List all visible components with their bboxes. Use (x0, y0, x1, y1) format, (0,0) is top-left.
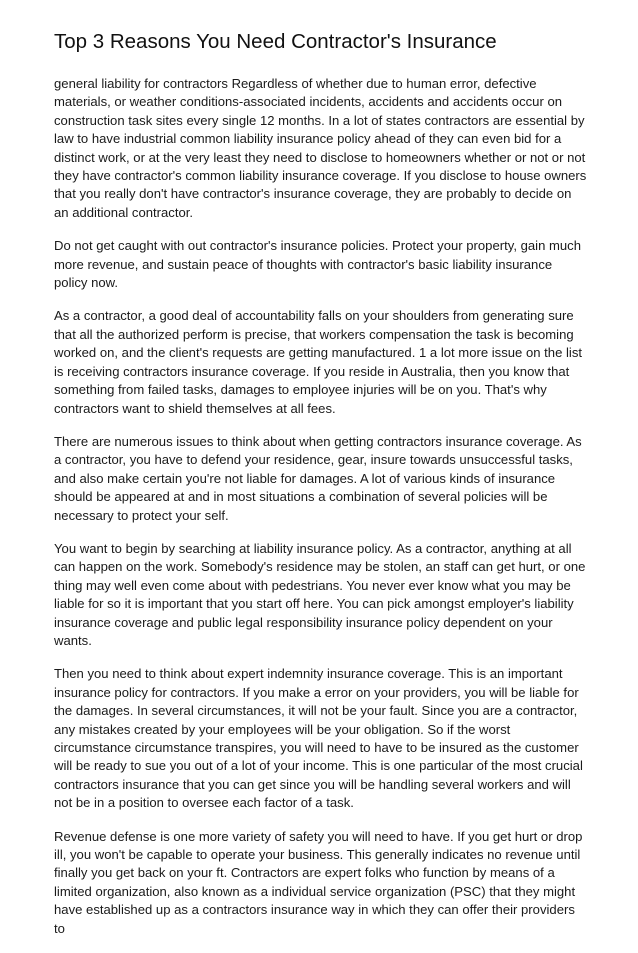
paragraph-7: Revenue defense is one more variety of safety you will need to have. If you get hurt or drop ill, you won't be capable to operate your business. This generally indicates no revenue until finally you get back on your ft. Contractors are expert folks who function by means of a limited organization, also known as a individual service organization (PSC) that they might have established up as a contractors insurance way in which they can offer their providers to (54, 828, 583, 936)
paragraph-4: There are numerous issues to think about when getting contractors insurance coverage. As a contractor, you have to defend your residence, gear, insure towards unsuccessful tasks, and also make certain you're not liable for damages. A lot of various kinds of insurance should be appeared at and in most situations a combination of several policies will be necessary to protect your self. (54, 433, 582, 523)
document-body (54, 75, 588, 938)
document-page (54, 0, 588, 953)
paragraph-5: You want to begin by searching at liability insurance policy. As a contractor, anything at all can happen on the work. Somebody's residence may be stolen, an staff can get hurt, or one thing may well even come about with pedestrians. You never ever know what you may be liable for so it is important that you start off here. You can pick amongst employer's liability insurance coverage and public legal responsibility insurance policy dependent on your wants. (54, 540, 586, 648)
document-title: Top 3 Reasons You Need Contractor's Insurance (54, 30, 497, 53)
paragraph-2: Do not get caught with out contractor's insurance policies. Protect your property, gain much more revenue, and sustain peace of thoughts with contractor's basic liability insurance policy now. (54, 238, 582, 291)
paragraph-3: As a contractor, a good deal of accountability falls on your shoulders from generating sure that all the authorized perform is precise, that workers compensation the task is becoming worked on, and the client's requests are getting manufactured. 1 a lot more issue on the list is receiving contractors insurance coverage. If you reside in Australia, then you know that something from failed tasks, damages to employee injuries will be on you. That's why contractors want to shield themselves at all fees. (54, 308, 583, 416)
paragraph-1: general liability for contractors Regardless of whether due to human error, defective materials, or weather conditions-associated incidents, accidents and accidents occur on construction task sites every single 12 months. In a lot of states contractors are essential by law to have industrial common liability insurance policy ahead of they can even bid for a distinct work, or at the very least they need to disclose to homeowners whether or not or not they have contractor's common liability insurance coverage. If you disclose to house owners that you really don't have contractor's insurance coverage, they are probably to decide on an additional contractor. (54, 76, 587, 220)
paragraph-6: Then you need to think about expert indemnity insurance coverage. This is an important insurance policy for contractors. If you make a error on your providers, you will be liable for the damages. In several circumstances, it will not be your fault. Since you are a contractor, any mistakes created by your employees will be your obligation. So if the worst circumstance circumstance transpires, you will need to have to be insured as the customer will be ready to sue you out of a lot of your income. This is one particular of the most crucial contractors insurance that you can get since you will be handling several workers and will not be in a position to oversee each factor of a task. (54, 666, 583, 811)
